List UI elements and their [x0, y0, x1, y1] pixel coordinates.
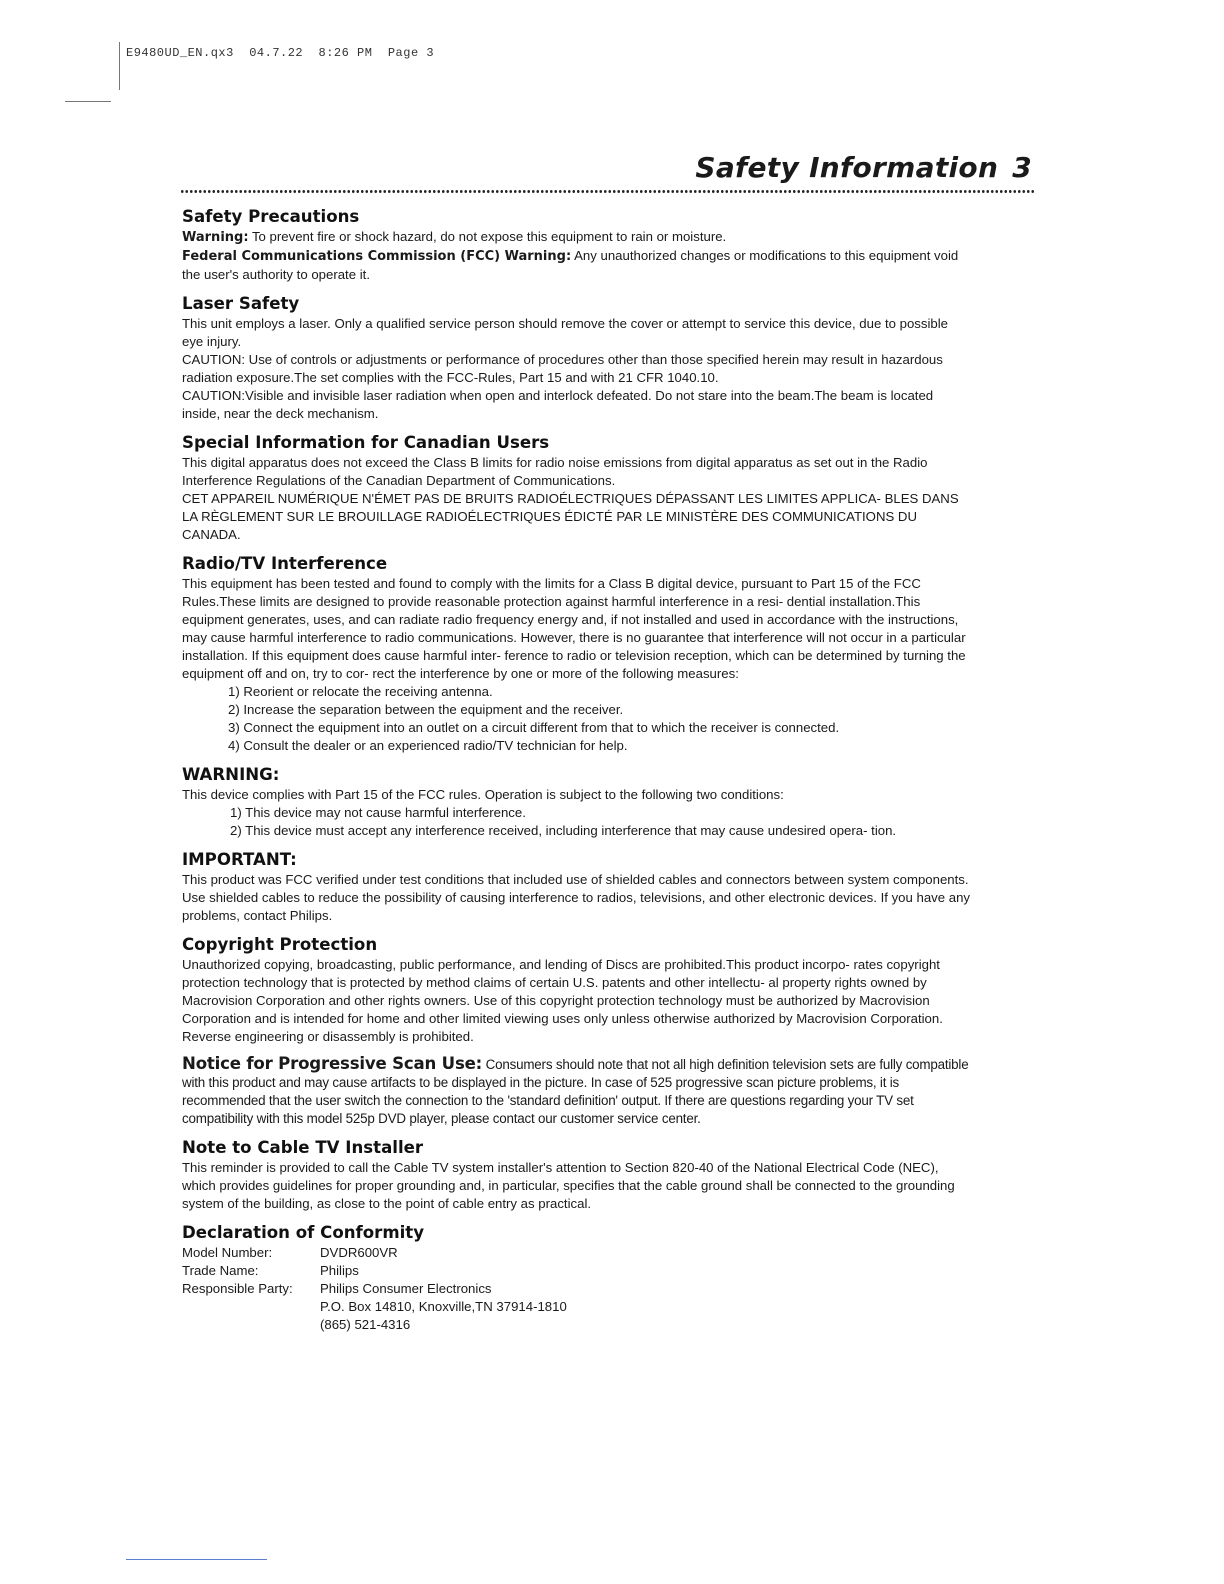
warning-label: Warning:: [182, 230, 249, 245]
section-important: [182, 849, 972, 925]
dotted-divider: [180, 189, 1034, 194]
paragraph-french: CET APPAREIL NUMÉRIQUE N'ÉMET PAS DE BRUITS RADIOÉLECTRIQUES DÉPASSANT LES LIMITES APPLICA- BLES DANS LA RÈGLEMENT SUR LE BROUILLAGE RADIOÉLECTRIQUES ÉDICTÉ PAR LE MINISTÈRE DES COMMUNICATIONS DU CANADA.: [182, 491, 959, 542]
section-cable-tv: [182, 1137, 972, 1213]
declaration-value: Philips Consumer Electronics: [320, 1281, 492, 1296]
section-heading: Safety Precautions: [182, 207, 360, 226]
declaration-row: [182, 1244, 972, 1262]
list-item: 1) Reorient or relocate the receiving antenna.: [228, 684, 493, 699]
section-heading: IMPORTANT:: [182, 850, 297, 869]
section-heading: WARNING:: [182, 765, 280, 784]
list-item: 2) Increase the separation between the equipment and the receiver.: [228, 702, 624, 717]
paragraph: This unit employs a laser. Only a qualified service person should remove the cover or attempt to service this device, due to possible eye injury.: [182, 316, 948, 349]
print-slug: E9480UD_EN.qx3 04.7.22 8:26 PM Page 3: [126, 46, 435, 60]
list-item: 4) Consult the dealer or an experienced radio/TV technician for help.: [228, 738, 628, 753]
conditions-list: [182, 804, 972, 840]
paragraph: CAUTION: Use of controls or adjustments or performance of procedures other than those specified herein may result in hazardous radiation exposure.The set complies with the FCC-Rules, Part 15 and with 21 CFR 1040.10.: [182, 352, 943, 385]
declaration-row: [182, 1280, 972, 1298]
list-item: 2) This device must accept any interference received, including interference that may cause undesired opera- tion.: [230, 823, 897, 838]
section-safety-precautions: [182, 206, 972, 284]
section-radio-tv-interference: [182, 553, 972, 755]
phone-line: (865) 521-4316: [320, 1317, 411, 1332]
section-declaration: [182, 1222, 972, 1334]
page-number: 3: [1012, 151, 1032, 184]
paragraph: This equipment has been tested and found to comply with the limits for a Class B digital device, pursuant to Part 15 of the FCC Rules.These limits are designed to provide reasonable protection against harmful interference in a resi- dential installation.This equipment generates, uses, and can radiate radio frequency energy and, if not installed and used in accordance with the instructions, may cause harmful interference to radio communications. However, there is no guarantee that interference will not occur in a particular installation. If this equipment does cause harmful inter- ference to radio or television reception, which can be determined by turning the equipment off and on, try to cor- rect the interference by one or more of the following measures:: [182, 576, 966, 681]
list-item: 1) This device may not cause harmful interference.: [230, 805, 526, 820]
fcc-warning-label: Federal Communications Commission (FCC) Warning:: [182, 249, 572, 264]
declaration-label: Trade Name:: [182, 1263, 259, 1278]
fcc-warning-text: Any unauthorized changes or modifications to this equipment void the user's authority to operate it.: [182, 248, 959, 282]
section-heading: Declaration of Conformity: [182, 1223, 425, 1242]
declaration-value: DVDR600VR: [320, 1245, 398, 1260]
declaration-value: Philips: [320, 1263, 359, 1278]
section-copyright: [182, 934, 972, 1046]
section-heading: Radio/TV Interference: [182, 554, 388, 573]
paragraph: Unauthorized copying, broadcasting, public performance, and lending of Discs are prohibited.This product incorpo- rates copyright protection technology that is protected by method claims of certain U.S. patents and other intellectu- al property rights owned by Macrovision Corporation and other rights owners. Use of this copyright protection technology must be authorized by Macrovision Corporation and is intended for home and other limited viewing uses only unless otherwise authorized by Macrovision Corporation. Reverse engineering or disassembly is prohibited.: [182, 957, 943, 1044]
section-heading: Note to Cable TV Installer: [182, 1138, 424, 1157]
declaration-label: Responsible Party:: [182, 1281, 293, 1296]
paragraph: This device complies with Part 15 of the FCC rules. Operation is subject to the following two conditions:: [182, 787, 784, 802]
crop-mark-horizontal: [65, 101, 111, 102]
crop-mark-bottom: [126, 1559, 267, 1560]
crop-mark-vertical: [119, 42, 120, 90]
declaration-label: Model Number:: [182, 1245, 273, 1260]
fcc-warning-paragraph: [182, 247, 972, 284]
section-heading: Copyright Protection: [182, 935, 378, 954]
section-warning: [182, 764, 972, 840]
paragraph: CAUTION:Visible and invisible laser radiation when open and interlock defeated. Do not stare into the beam.The beam is located inside, near the deck mechanism.: [182, 388, 934, 421]
paragraph: [182, 1055, 972, 1128]
declaration-row: [182, 1262, 972, 1280]
warning-text: To prevent fire or shock hazard, do not expose this equipment to rain or moisture.: [248, 229, 727, 244]
list-item: 3) Connect the equipment into an outlet on a circuit different from that to which the receiver is connected.: [228, 720, 840, 735]
section-heading: Laser Safety: [182, 294, 300, 313]
progressive-text: Consumers should note that not all high definition television sets are fully compatible with this product and may cause artifacts to be displayed in the picture. In case of 525 progressive scan picture problems, it is recommended that the user switch the connection to the 'standard definition' output. If there are questions regarding your TV set compatibility with this model 525p DVD player, please contact our customer service center.: [182, 1057, 969, 1126]
address-line: P.O. Box 14810, Knoxville,TN 37914-1810: [320, 1299, 567, 1314]
page-title-text: Safety Information: [695, 151, 999, 184]
measures-list: [182, 683, 972, 755]
paragraph: This digital apparatus does not exceed the Class B limits for radio noise emissions from digital apparatus as set out in the Radio Interference Regulations of the Canadian Department of Communications.: [182, 455, 928, 488]
section-heading: Special Information for Canadian Users: [182, 433, 550, 452]
section-canadian-users: [182, 432, 972, 544]
document-body: [182, 206, 972, 1343]
section-laser-safety: [182, 293, 972, 423]
paragraph: This reminder is provided to call the Cable TV system installer's attention to Section 820-40 of the National Electrical Code (NEC), which provides guidelines for proper grounding and, in particular, specifies that the cable ground shall be connected to the grounding system of the building, as close to the point of cable entry as practical.: [182, 1160, 955, 1211]
section-progressive-scan: [182, 1055, 972, 1128]
warning-paragraph: [182, 228, 972, 247]
page-title: [695, 151, 1032, 184]
section-heading: Notice for Progressive Scan Use:: [182, 1054, 483, 1073]
paragraph: This product was FCC verified under test conditions that included use of shielded cables and connectors between system components. Use shielded cables to reduce the possibility of causing interference to radios, televisions, and other electronic devices. If you have any problems, contact Philips.: [182, 872, 971, 923]
